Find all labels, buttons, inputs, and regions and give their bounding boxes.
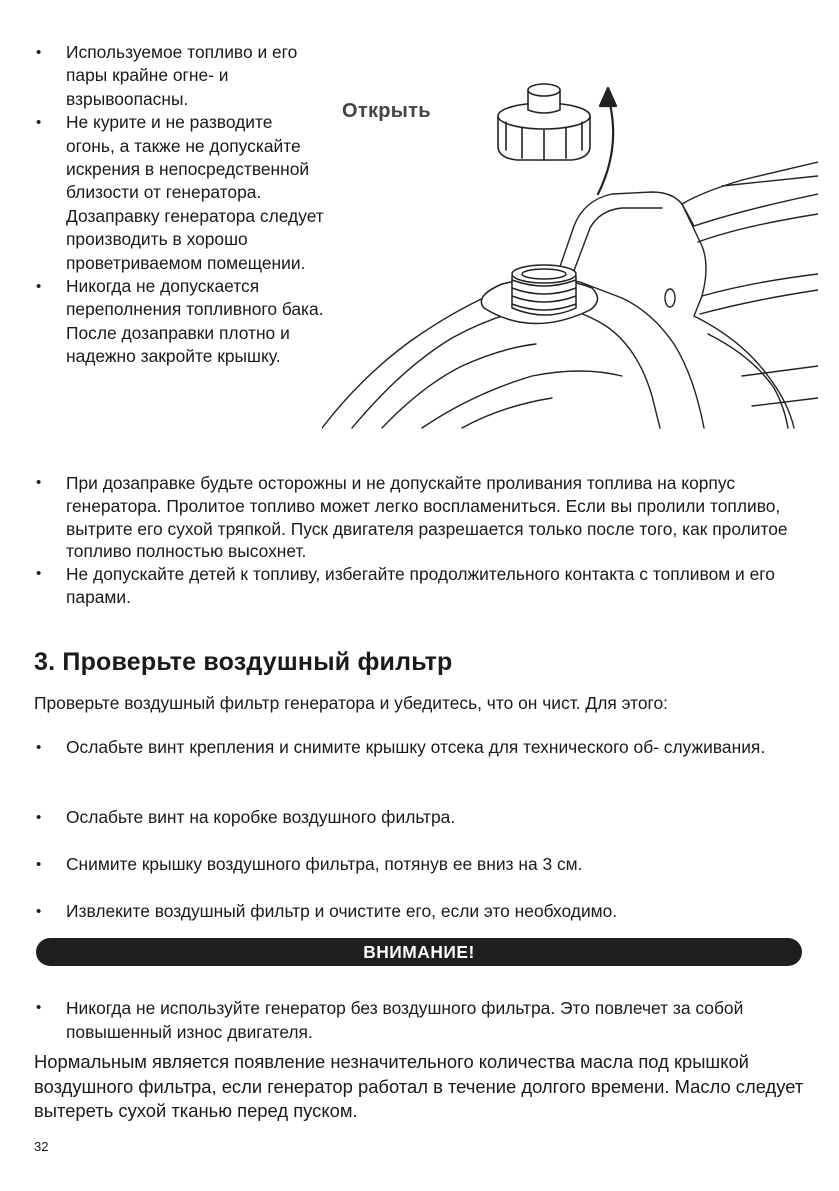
list-item: • Никогда не используйте генератор без воздушного фильтра. Это повлечет за собой повышенный износ двигателя. [34, 996, 814, 1044]
list-item: • Ослабьте винт на коробке воздушного фильтра. [34, 806, 814, 853]
open-label: Открыть [342, 100, 431, 122]
arrow-up-icon [598, 88, 616, 194]
list-item: • Не курите и не разводите огонь, а также не допускайте искрения в непосредственной близости от генератора. Дозаправку генератора следует производить в хорошо проветриваемом помещении. [34, 111, 324, 275]
list-item: • Извлеките воздушный фильтр и очистите его, если это необходимо. [34, 900, 814, 923]
fuel-safety-list [34, 472, 814, 609]
fuel-neck [481, 265, 597, 324]
section-title: 3. Проверьте воздушный фильтр [34, 648, 453, 676]
list-item: • Ослабьте винт крепления и снимите крышку отсека для технического об- служивания. [34, 736, 814, 806]
warning-banner: ВНИМАНИЕ! [36, 938, 802, 966]
step-list [34, 736, 814, 923]
list-item: • Не допускайте детей к топливу, избегайте продолжительного контакта с топливом и его парами. [34, 563, 814, 609]
cap-icon [498, 84, 590, 160]
list-item: • Никогда не допускается переполнения топливного бака. После дозаправки плотно и надежно закройте крышку. [34, 275, 324, 369]
section-intro: Проверьте воздушный фильтр генератора и убедитесь, что он чист. Для этого: [34, 693, 668, 713]
warning-note: Нормальным является появление незначительного количества масла под крышкой воздушного фильтра, если генератор работал в течение долгого времени. Масло следует вытереть сухой тканью перед пуском. [34, 1051, 804, 1121]
list-item: • Снимите крышку воздушного фильтра, потянув ее вниз на 3 см. [34, 853, 814, 900]
page-number: 32 [34, 1139, 49, 1154]
warning-list [34, 996, 814, 1044]
safety-bullet-list [34, 41, 324, 369]
list-item: • При дозаправке будьте осторожны и не допускайте проливания топлива на корпус генератора. Пролитое топливо может легко воспламениться. Если вы пролили топливо, вытрите его сухой тряпкой. Пуск двигателя разрешается только после того, как пролитое топливо полностью высохнет. [34, 472, 814, 563]
list-item: • Используемое топливо и его пары крайне огне- и взрывоопасны. [34, 41, 324, 111]
fuel-cap-illustration [322, 76, 818, 438]
